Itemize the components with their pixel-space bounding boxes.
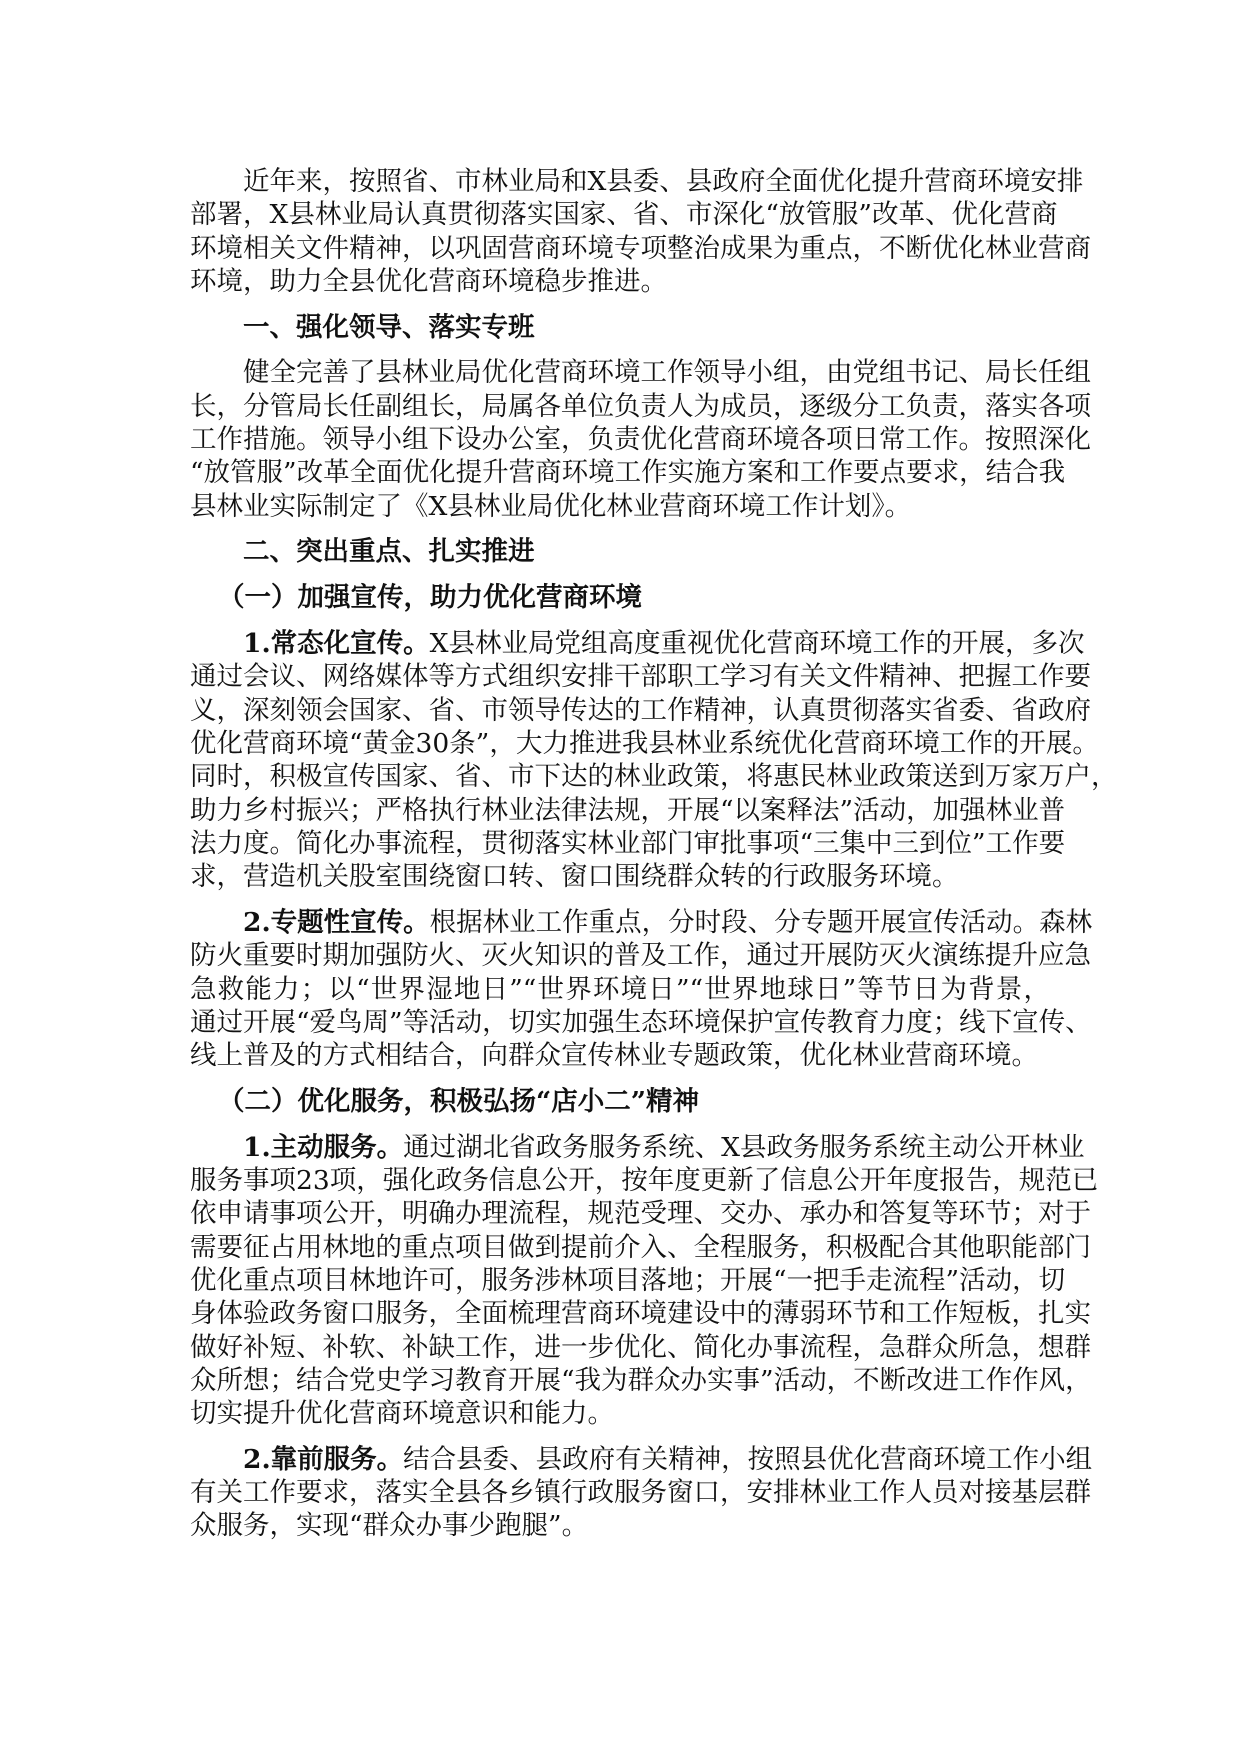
paragraph-line: [190, 973, 1050, 1006]
paragraph: [190, 906, 1093, 1072]
paragraph-line: [190, 1264, 1066, 1297]
line-text: 众服务，实现“群众办事少跑腿”。: [190, 1510, 589, 1542]
paragraph-line: [190, 1039, 1050, 1072]
item-lead-title: 2.靠前服务。: [243, 1443, 404, 1475]
line-text: 健全完善了县林业局优化营商环境工作领导小组，由党组书记、局长任组: [243, 357, 1091, 389]
line-text: “放管服”改革全面优化提升营商环境工作实施方案和工作要点要求，结合我: [190, 457, 1066, 489]
line-text: 切实提升优化营商环境意识和能力。: [190, 1398, 614, 1430]
line-text: 服务事项23项，强化政务信息公开，按年度更新了信息公开年度报告，规范已: [190, 1165, 1099, 1197]
line-text: 县林业实际制定了《X县林业局优化林业营商环境工作计划》。: [190, 490, 912, 522]
line-text: 工作措施。领导小组下设办公室，负责优化营商环境各项日常工作。按照深化: [190, 424, 1091, 456]
item-lead-title: 2.专题性宣传。: [243, 906, 430, 938]
paragraph: [190, 165, 1091, 298]
line-text: 同时，积极宣传国家、省、市下达的林业政策，将惠民林业政策送到万家万户，: [190, 761, 1118, 793]
paragraph: [190, 356, 1091, 522]
paragraph-line: [190, 727, 1099, 760]
line-text: 优化营商环境“黄金30条”，大力推进我县林业系统优化营商环境工作的开展。: [190, 727, 1099, 759]
line-text: 义，深刻领会国家、省、市领导传达的工作精神，认真贯彻落实省委、省政府: [190, 694, 1091, 726]
line-text: 防火重要时期加强防火、灭火知识的普及工作，通过开展防灭火演练提升应急: [190, 940, 1091, 972]
line-text: 根据林业工作重点，分时段、分专题开展宣传活动。森林: [429, 906, 1093, 938]
line-text: 通过会议、网络媒体等方式组织安排干部职工学习有关文件精神、把握工作要: [190, 661, 1091, 693]
item-lead-title: 1.常态化宣传。: [243, 628, 430, 660]
paragraph-line: [190, 1231, 1091, 1264]
paragraph-line: [190, 860, 1050, 893]
paragraph-line: [190, 627, 1085, 660]
paragraph-line: [190, 1331, 1091, 1364]
line-text: 优化重点项目林地许可，服务涉林项目落地；开展“一把手走流程”活动，切: [190, 1264, 1066, 1296]
line-text: 急救能力；以“世界湿地日”“世界环境日”“世界地球日”等节日为背景，: [190, 973, 1050, 1005]
paragraph-line: [190, 1397, 1050, 1430]
paragraph-line: [190, 760, 1118, 793]
subsection-heading: （二）优化服务，积极弘扬“店小二”精神: [218, 1085, 699, 1117]
paragraph-line: [190, 939, 1091, 972]
line-text: X县林业局党组高度重视优化营商环境工作的开展，多次: [429, 628, 1085, 660]
paragraph-line: [190, 906, 1093, 939]
paragraph-line: [190, 490, 1050, 523]
paragraph-line: [190, 198, 1058, 231]
paragraph-line: [190, 1297, 1091, 1330]
subsection-heading: （一）加强宣传，助力优化营商环境: [218, 582, 642, 614]
paragraph-line: [190, 165, 1084, 198]
paragraph-line: [190, 1197, 1091, 1230]
document-body: [190, 165, 1118, 1555]
paragraph-line: [190, 390, 1091, 423]
paragraph-line: [190, 423, 1091, 456]
line-text: 众所想；结合党史学习教育开展“我为群众办实事”活动，不断改进工作作风，: [190, 1364, 1092, 1396]
paragraph-line: [190, 265, 1050, 298]
paragraph-line: [190, 232, 1091, 265]
line-text: 通过湖北省政务服务系统、X县政务服务系统主动公开林业: [403, 1131, 1085, 1163]
line-text: 环境相关文件精神，以巩固营商环境专项整治成果为重点，不断优化林业营商: [190, 232, 1091, 264]
line-text: 有关工作要求，落实全县各乡镇行政服务窗口，安排林业工作人员对接基层群: [190, 1477, 1091, 1509]
line-text: 结合县委、县政府有关精神，按照县优化营商环境工作小组: [403, 1443, 1093, 1475]
line-text: 环境，助力全县优化营商环境稳步推进。: [190, 265, 667, 297]
section-heading: 二、突出重点、扎实推进: [243, 536, 535, 568]
line-text: 依申请事项公开，明确办理流程，规范受理、交办、承办和答复等环节；对于: [190, 1198, 1091, 1230]
line-text: 长，分管局长任副组长，局属各单位负责人为成员，逐级分工负责，落实各项: [190, 390, 1091, 422]
paragraph-line: [190, 1006, 1092, 1039]
paragraph-line: [190, 794, 1066, 827]
heading-block: [190, 311, 1050, 344]
line-text: 助力乡村振兴；严格执行林业法律法规，开展“以案释法”活动，加强林业普: [190, 794, 1066, 826]
paragraph: [190, 627, 1118, 893]
paragraph-line: [190, 1476, 1091, 1509]
paragraph-line: [190, 827, 1066, 860]
line-text: 线上普及的方式相结合，向群众宣传林业专题政策，优化林业营商环境。: [190, 1040, 1038, 1072]
paragraph-line: [190, 1131, 1085, 1164]
paragraph-line: [190, 1443, 1093, 1476]
line-text: 近年来，按照省、市林业局和X县委、县政府全面优化提升营商环境安排: [243, 166, 1084, 197]
paragraph: [190, 1131, 1099, 1431]
line-text: 通过开展“爱鸟周”等活动，切实加强生态环境保护宣传教育力度；线下宣传、: [190, 1006, 1092, 1038]
subheading-block: [190, 1085, 1050, 1118]
paragraph-line: [190, 356, 1091, 389]
paragraph-line: [190, 660, 1091, 693]
paragraph-line: [190, 456, 1066, 489]
line-text: 身体验政务窗口服务，全面梳理营商环境建设中的薄弱环节和工作短板，扎实: [190, 1298, 1091, 1330]
line-text: 做好补短、补软、补缺工作，进一步优化、简化办事流程，急群众所急，想群: [190, 1331, 1091, 1363]
line-text: 部署，X县林业局认真贯彻落实国家、省、市深化“放管服”改革、优化营商: [190, 199, 1058, 231]
subheading-block: [190, 581, 1050, 614]
paragraph-line: [190, 1164, 1099, 1197]
section-heading: 一、强化领导、落实专班: [243, 311, 535, 343]
paragraph-line: [190, 1364, 1092, 1397]
paragraph-line: [190, 694, 1091, 727]
heading-block: [190, 535, 1050, 568]
paragraph-line: [190, 1509, 1050, 1542]
line-text: 法力度。简化办事流程，贯彻落实林业部门审批事项“三集中三到位”工作要: [190, 827, 1066, 859]
line-text: 求，营造机关股室围绕窗口转、窗口围绕群众转的行政服务环境。: [190, 861, 959, 893]
line-text: 需要征占用林地的重点项目做到提前介入、全程服务，积极配合其他职能部门: [190, 1231, 1091, 1263]
item-lead-title: 1.主动服务。: [243, 1131, 404, 1163]
paragraph: [190, 1443, 1093, 1543]
